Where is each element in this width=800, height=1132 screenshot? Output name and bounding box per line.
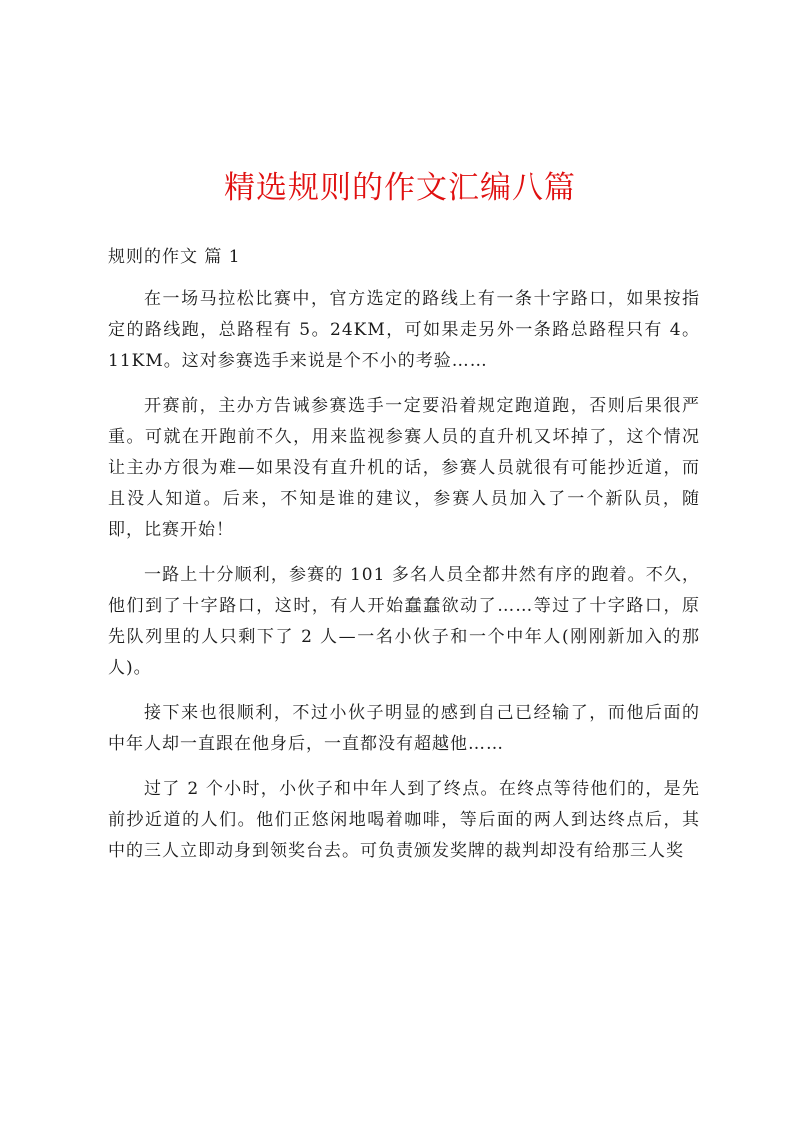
paragraph-1: 在一场马拉松比赛中，官方选定的路线上有一条十字路口，如果按指定的路线跑，总路程有 5。24KM，可如果走另外一条路总路程只有 4。11KM。这对参赛选手来说是个不小的考验…… xyxy=(108,289,700,371)
paragraph-2: 开赛前，主办方告诫参赛选手一定要沿着规定跑道跑，否则后果很严重。可就在开跑前不久，用来监视参赛人员的直升机又坏掉了，这个情况让主办方很为难—如果没有直升机的话，参赛人员就很有可能抄近道，而且没人知道。后来，不知是谁的建议，参赛人员加入了一个新队员，随即，比赛开始！ xyxy=(108,396,700,540)
paragraph-3: 一路上十分顺利，参赛的 101 多名人员全都井然有序的跑着。不久，他们到了十字路口，这时，有人开始蠢蠢欲动了……等过了十字路口，原先队列里的人只剩下了 2 人—一名小伙子和一个中年人(刚刚新加入的那人)。 xyxy=(108,565,700,678)
article-body xyxy=(108,284,700,881)
paragraph-4: 接下来也很顺利，不过小伙子明显的感到自己已经输了，而他后面的中年人却一直跟在他身后，一直都没有超越他…… xyxy=(108,703,700,754)
page-title: 精选规则的作文汇编八篇 xyxy=(224,170,576,206)
paragraph-5: 过了 2 个小时，小伙子和中年人到了终点。在终点等待他们的，是先前抄近道的人们。他们正悠闲地喝着咖啡，等后面的两人到达终点后，其中的三人立即动身到领奖台去。可负责颁发奖牌的裁判却没有给那三人奖 xyxy=(108,779,700,861)
section-heading: 规则的作文 篇 1 xyxy=(108,247,241,267)
